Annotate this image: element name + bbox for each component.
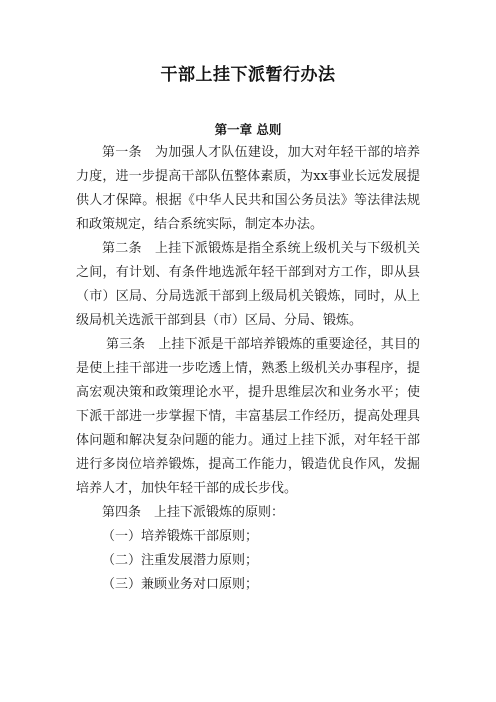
chapter-heading: 第一章 总则 (214, 122, 282, 137)
article-1: 第一条 为加强人才队伍建设，加大对年轻干部的培养力度，进一步提高干部队伍整体素质，为xx事业长远发展提供人才保障。根据《中华人民共和国公务员法》等法律法规和政策规定，结合系统实际，制定本办法。 (76, 145, 420, 232)
article-2: 第二条 上挂下派锻炼是指全系统上级机关与下级机关之间，有计划、有条件地选派年轻干部到对方工作，即从县（市）区局、分局选派干部到上级局机关锻炼，同时，从上级局机关选派干部到县（市）区局、分局、锻炼。 (76, 241, 420, 328)
document-body (76, 141, 420, 597)
article-3: 第三条 上挂下派是干部培养锻炼的重要途径，其目的是使上挂干部进一步吃透上情，熟悉上级机关办事程序，提高宏观决策和政策理论水平，提升思维层次和业务水平；使下派干部进一步掌握下情，丰富基层工作经历，提高处理具体问题和解决复杂问题的能力。通过上挂下派，对年轻干部进行多岗位培养锻炼，提高工作能力，锻造优良作风，发掘培养人才，加快年轻干部的成长步伐。 (76, 337, 420, 496)
principle-item: （三）兼顾业务对口原则； (102, 577, 259, 592)
document-title: 干部上挂下派暂行办法 (160, 65, 336, 85)
principle-item: （二）注重发展潜力原则； (102, 553, 259, 568)
principle-item: （一）培养锻炼干部原则； (102, 529, 259, 544)
article-4: 第四条 上挂下派锻炼的原则： (102, 505, 285, 520)
